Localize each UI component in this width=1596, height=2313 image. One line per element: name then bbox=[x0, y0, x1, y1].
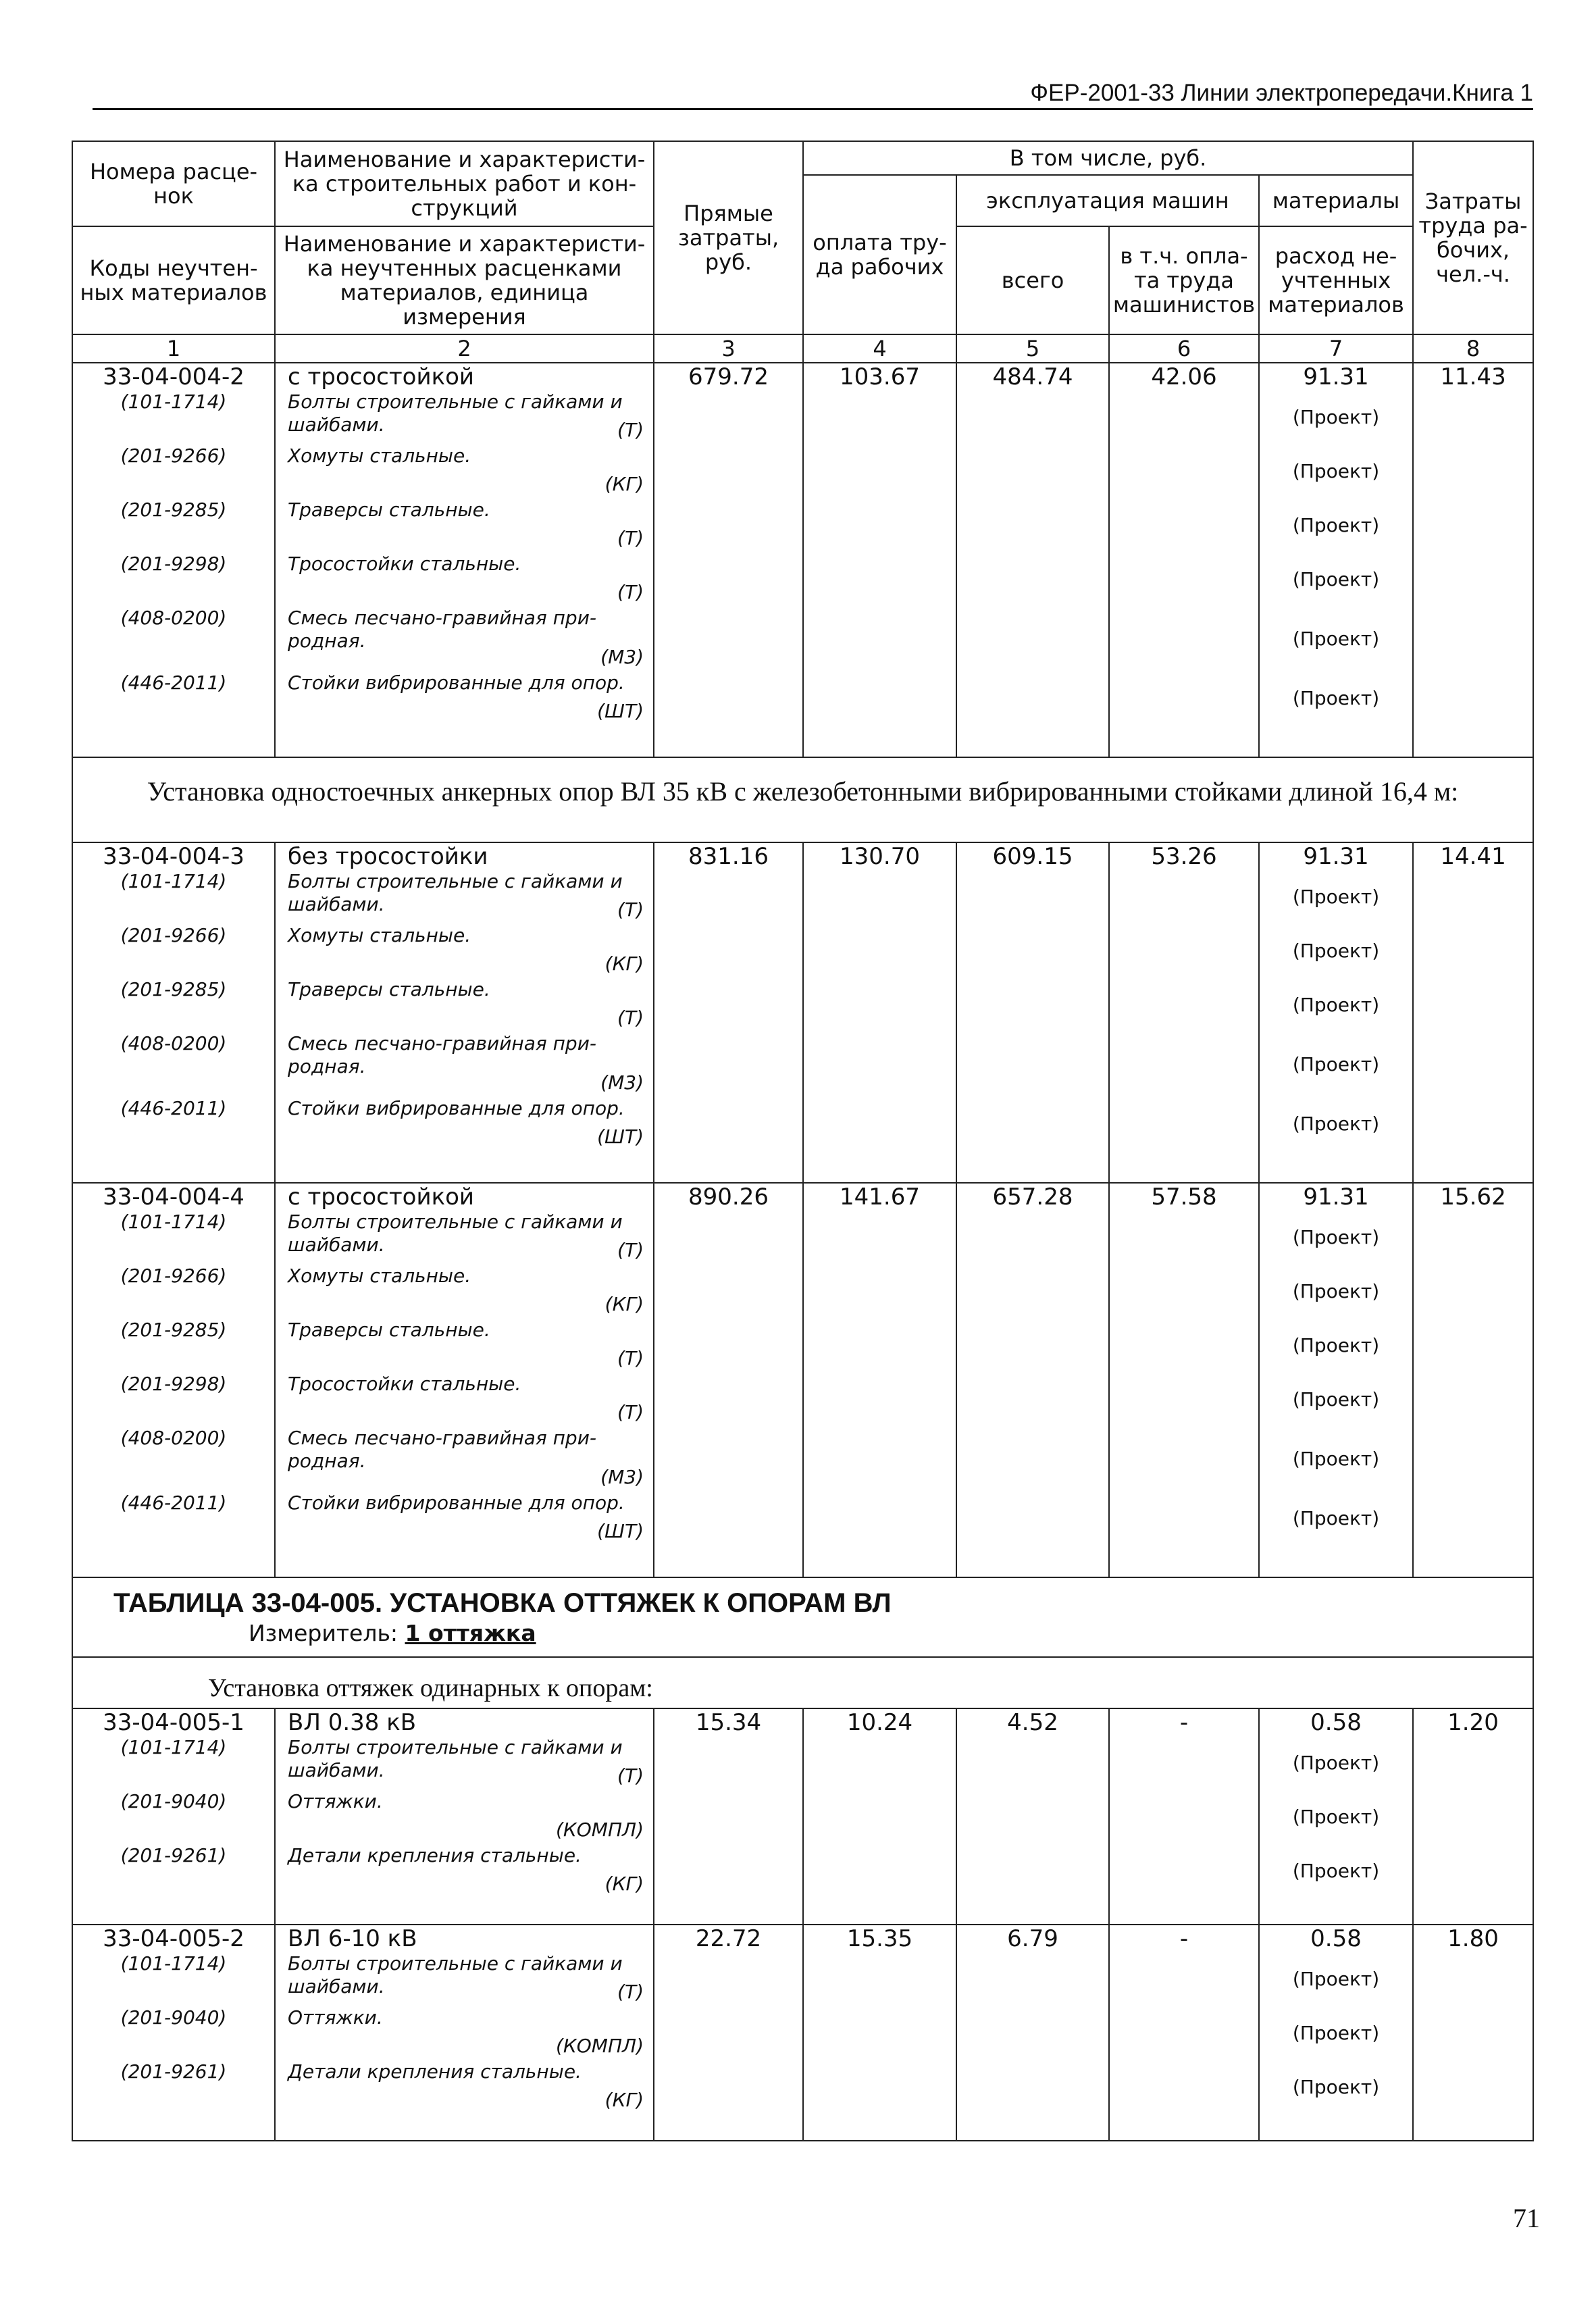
material-name: Смесь песчано-гравийная при-родная. bbox=[288, 607, 596, 652]
header-group: В том числе, руб. bbox=[803, 141, 1413, 175]
rate-row bbox=[72, 842, 1533, 1183]
material-code: (101-1714) bbox=[120, 390, 227, 413]
material-name: Болты строительные с гайками и шайбами. bbox=[288, 1736, 623, 1781]
machines-total: 4.52 bbox=[1007, 1709, 1058, 1736]
rate-code: 33-04-004-4 bbox=[103, 1184, 244, 1211]
header-col5: всего bbox=[956, 226, 1109, 334]
header-col8: Затраты труда ра-бочих, чел.-ч. bbox=[1413, 141, 1533, 334]
project-note: (Проект) bbox=[1292, 2022, 1380, 2044]
material-code: (201-9040) bbox=[120, 2006, 227, 2029]
material-unit: (КГ) bbox=[604, 2089, 644, 2111]
material-code: (101-1714) bbox=[120, 1211, 227, 1233]
material-unit: (Т) bbox=[617, 1981, 644, 2003]
material-code: (101-1714) bbox=[120, 1736, 227, 1758]
material-code: (446-2011) bbox=[120, 1097, 227, 1119]
header-col3: Прямые затраты, руб. bbox=[654, 141, 803, 334]
materials-cost: 0.58 bbox=[1310, 1709, 1362, 1736]
column-number: 5 bbox=[956, 334, 1109, 363]
material-code: (201-9261) bbox=[120, 1844, 227, 1866]
material-unit: (М3) bbox=[600, 1466, 644, 1488]
material-unit: (КГ) bbox=[604, 1873, 644, 1895]
header-rule bbox=[93, 108, 1533, 110]
page-number: 71 bbox=[1513, 2203, 1540, 2233]
project-note: (Проект) bbox=[1292, 687, 1380, 709]
project-note: (Проект) bbox=[1292, 460, 1380, 482]
material-code: (201-9298) bbox=[120, 553, 227, 575]
material-code: (446-2011) bbox=[120, 671, 227, 694]
machinists-wages: 53.26 bbox=[1151, 843, 1217, 870]
rate-code: 33-04-004-3 bbox=[103, 843, 244, 870]
material-name: Детали крепления стальные. bbox=[288, 1844, 582, 1866]
column-number: 7 bbox=[1259, 334, 1413, 363]
material-code: (201-9266) bbox=[120, 444, 227, 467]
project-note: (Проект) bbox=[1292, 2076, 1380, 2098]
materials-cost: 91.31 bbox=[1303, 363, 1369, 390]
machinists-wages: 42.06 bbox=[1151, 363, 1217, 390]
material-code: (201-9285) bbox=[120, 499, 227, 521]
direct-costs: 15.34 bbox=[695, 1709, 762, 1736]
direct-costs: 22.72 bbox=[695, 1925, 762, 1952]
column-number: 2 bbox=[275, 334, 654, 363]
project-note: (Проект) bbox=[1292, 1968, 1380, 1990]
direct-costs: 890.26 bbox=[688, 1184, 769, 1211]
material-unit: (Т) bbox=[617, 1239, 644, 1261]
material-unit: (Т) bbox=[617, 1401, 644, 1423]
project-note: (Проект) bbox=[1292, 1226, 1380, 1248]
labor-hours: 14.41 bbox=[1440, 843, 1506, 870]
rate-name: с тросостойкой bbox=[288, 1184, 475, 1211]
column-number: 1 bbox=[72, 334, 275, 363]
material-code: (101-1714) bbox=[120, 870, 227, 892]
project-note: (Проект) bbox=[1292, 1280, 1380, 1302]
material-name: Стойки вибрированные для опор. bbox=[288, 671, 625, 694]
material-unit: (Т) bbox=[617, 898, 644, 921]
material-code: (408-0200) bbox=[120, 607, 227, 629]
project-note: (Проект) bbox=[1292, 1334, 1380, 1356]
running-header: ФЕР-2001-33 Линии электропередачи.Книга 1 bbox=[1030, 80, 1533, 106]
header-col2-top: Наименование и характеристи-ка строительных работ и кон-струкций bbox=[275, 141, 654, 226]
table-title: ТАБЛИЦА 33-04-005. УСТАНОВКА ОТТЯЖЕК К ОПОРАМ ВЛ bbox=[113, 1588, 892, 1618]
material-unit: (Т) bbox=[617, 419, 644, 441]
material-code: (408-0200) bbox=[120, 1427, 227, 1449]
materials-cost: 91.31 bbox=[1303, 1184, 1369, 1211]
material-name: Тросостойки стальные. bbox=[288, 1373, 521, 1395]
wages: 141.67 bbox=[840, 1184, 920, 1211]
material-name: Оттяжки. bbox=[288, 1790, 383, 1812]
direct-costs: 679.72 bbox=[688, 363, 769, 390]
rate-code: 33-04-005-1 bbox=[103, 1709, 244, 1736]
machinists-wages: - bbox=[1179, 1709, 1189, 1736]
project-note: (Проект) bbox=[1292, 1388, 1380, 1410]
material-unit: (М3) bbox=[600, 1071, 644, 1094]
rate-name: без тросостойки bbox=[288, 843, 488, 870]
machines-total: 609.15 bbox=[992, 843, 1073, 870]
material-name: Хомуты стальные. bbox=[288, 1265, 471, 1287]
material-unit: (КГ) bbox=[604, 952, 644, 975]
material-name: Траверсы стальные. bbox=[288, 1319, 490, 1341]
column-number: 3 bbox=[654, 334, 803, 363]
rate-name: ВЛ 0.38 кВ bbox=[288, 1709, 417, 1736]
project-note: (Проект) bbox=[1292, 940, 1380, 962]
project-note: (Проект) bbox=[1292, 1053, 1380, 1075]
material-code: (101-1714) bbox=[120, 1952, 227, 1975]
project-note: (Проект) bbox=[1292, 1806, 1380, 1828]
meter-line bbox=[113, 1620, 1492, 1647]
material-name: Стойки вибрированные для опор. bbox=[288, 1492, 625, 1514]
column-number: 4 bbox=[803, 334, 956, 363]
meter-label: Измеритель: bbox=[249, 1620, 398, 1646]
material-unit: (ШТ) bbox=[597, 700, 644, 722]
rate-row bbox=[72, 1708, 1533, 1925]
column-number: 6 bbox=[1109, 334, 1259, 363]
rate-name: с тросостойкой bbox=[288, 363, 475, 390]
material-code: (201-9261) bbox=[120, 2060, 227, 2083]
machines-total: 6.79 bbox=[1007, 1925, 1058, 1952]
machinists-wages: 57.58 bbox=[1151, 1184, 1217, 1211]
material-unit: (КОМПЛ) bbox=[555, 1819, 644, 1841]
material-unit: (КГ) bbox=[604, 473, 644, 495]
header-col2-bottom: Наименование и характеристи-ка неучтенных расценками материалов, единица измерения bbox=[275, 226, 654, 334]
material-unit: (Т) bbox=[617, 527, 644, 549]
material-name: Траверсы стальные. bbox=[288, 978, 490, 1000]
header-col1-bottom: Коды неучтен-ных материалов bbox=[72, 226, 275, 334]
project-note: (Проект) bbox=[1292, 1113, 1380, 1135]
material-name: Смесь песчано-гравийная при-родная. bbox=[288, 1032, 596, 1077]
rate-row bbox=[72, 1183, 1533, 1577]
section-title: Установка одностоечных анкерных опор ВЛ 35 кВ с железобетонными вибрированными стойками длиной 16,4 м: bbox=[72, 757, 1533, 842]
project-note: (Проект) bbox=[1292, 406, 1380, 428]
labor-hours: 1.20 bbox=[1447, 1709, 1499, 1736]
subsection-title: Установка оттяжек одинарных к опорам: bbox=[72, 1657, 1533, 1708]
material-name: Тросостойки стальные. bbox=[288, 553, 521, 575]
rate-name: ВЛ 6-10 кВ bbox=[288, 1925, 417, 1952]
project-note: (Проект) bbox=[1292, 886, 1380, 908]
labor-hours: 1.80 bbox=[1447, 1925, 1499, 1952]
subsection-row bbox=[72, 1657, 1533, 1708]
header-col7: расход не-учтенных материалов bbox=[1259, 226, 1413, 334]
project-note: (Проект) bbox=[1292, 628, 1380, 650]
materials-cost: 91.31 bbox=[1303, 843, 1369, 870]
material-name: Оттяжки. bbox=[288, 2006, 383, 2029]
material-name: Хомуты стальные. bbox=[288, 924, 471, 946]
labor-hours: 11.43 bbox=[1440, 363, 1506, 390]
wages: 130.70 bbox=[840, 843, 920, 870]
material-code: (201-9266) bbox=[120, 1265, 227, 1287]
header-machines: эксплуатация машин bbox=[956, 175, 1259, 226]
machinists-wages: - bbox=[1179, 1925, 1189, 1952]
material-name: Смесь песчано-гравийная при-родная. bbox=[288, 1427, 596, 1472]
direct-costs: 831.16 bbox=[688, 843, 769, 870]
material-name: Детали крепления стальные. bbox=[288, 2060, 582, 2083]
material-name: Болты строительные с гайками и шайбами. bbox=[288, 1211, 623, 1256]
material-code: (408-0200) bbox=[120, 1032, 227, 1054]
column-number-row bbox=[72, 334, 1533, 363]
material-unit: (ШТ) bbox=[597, 1125, 644, 1148]
material-name: Хомуты стальные. bbox=[288, 444, 471, 467]
machines-total: 484.74 bbox=[992, 363, 1073, 390]
wages: 10.24 bbox=[846, 1709, 913, 1736]
project-note: (Проект) bbox=[1292, 994, 1380, 1016]
material-code: (201-9040) bbox=[120, 1790, 227, 1812]
wages: 15.35 bbox=[846, 1925, 913, 1952]
header-row bbox=[72, 141, 1533, 175]
material-code: (201-9298) bbox=[120, 1373, 227, 1395]
project-note: (Проект) bbox=[1292, 568, 1380, 590]
material-name: Стойки вибрированные для опор. bbox=[288, 1097, 625, 1119]
header-col4: оплата тру-да рабочих bbox=[803, 175, 956, 334]
material-unit: (КОМПЛ) bbox=[555, 2035, 644, 2057]
material-name: Траверсы стальные. bbox=[288, 499, 490, 521]
material-unit: (КГ) bbox=[604, 1293, 644, 1315]
material-unit: (Т) bbox=[617, 1007, 644, 1029]
material-code: (201-9285) bbox=[120, 978, 227, 1000]
column-number: 8 bbox=[1413, 334, 1533, 363]
materials-cost: 0.58 bbox=[1310, 1925, 1362, 1952]
rate-code: 33-04-004-2 bbox=[103, 363, 244, 390]
header-materials: материалы bbox=[1259, 175, 1413, 226]
machines-total: 657.28 bbox=[992, 1184, 1073, 1211]
project-note: (Проект) bbox=[1292, 1752, 1380, 1774]
material-unit: (Т) bbox=[617, 1347, 644, 1369]
wages: 103.67 bbox=[840, 363, 920, 390]
header-col6: в т.ч. опла-та труда машинистов bbox=[1109, 226, 1259, 334]
project-note: (Проект) bbox=[1292, 1507, 1380, 1529]
meter-value: 1 оттяжка bbox=[405, 1620, 536, 1646]
project-note: (Проект) bbox=[1292, 1448, 1380, 1470]
project-note: (Проект) bbox=[1292, 1860, 1380, 1882]
material-unit: (М3) bbox=[600, 646, 644, 668]
material-unit: (ШТ) bbox=[597, 1520, 644, 1542]
material-name: Болты строительные с гайками и шайбами. bbox=[288, 1952, 623, 1998]
material-unit: (Т) bbox=[617, 581, 644, 603]
rates-table bbox=[72, 141, 1534, 2141]
rate-row bbox=[72, 363, 1533, 757]
material-name: Болты строительные с гайками и шайбами. bbox=[288, 870, 623, 915]
rate-row bbox=[72, 1925, 1533, 2141]
material-name: Болты строительные с гайками и шайбами. bbox=[288, 390, 623, 436]
project-note: (Проект) bbox=[1292, 514, 1380, 536]
section-title-row bbox=[72, 757, 1533, 842]
material-code: (201-9285) bbox=[120, 1319, 227, 1341]
rate-code: 33-04-005-2 bbox=[103, 1925, 244, 1952]
labor-hours: 15.62 bbox=[1440, 1184, 1506, 1211]
table-title-row bbox=[72, 1577, 1533, 1657]
material-unit: (Т) bbox=[617, 1764, 644, 1787]
material-code: (446-2011) bbox=[120, 1492, 227, 1514]
header-col1-top: Номера расце-нок bbox=[72, 141, 275, 226]
material-code: (201-9266) bbox=[120, 924, 227, 946]
